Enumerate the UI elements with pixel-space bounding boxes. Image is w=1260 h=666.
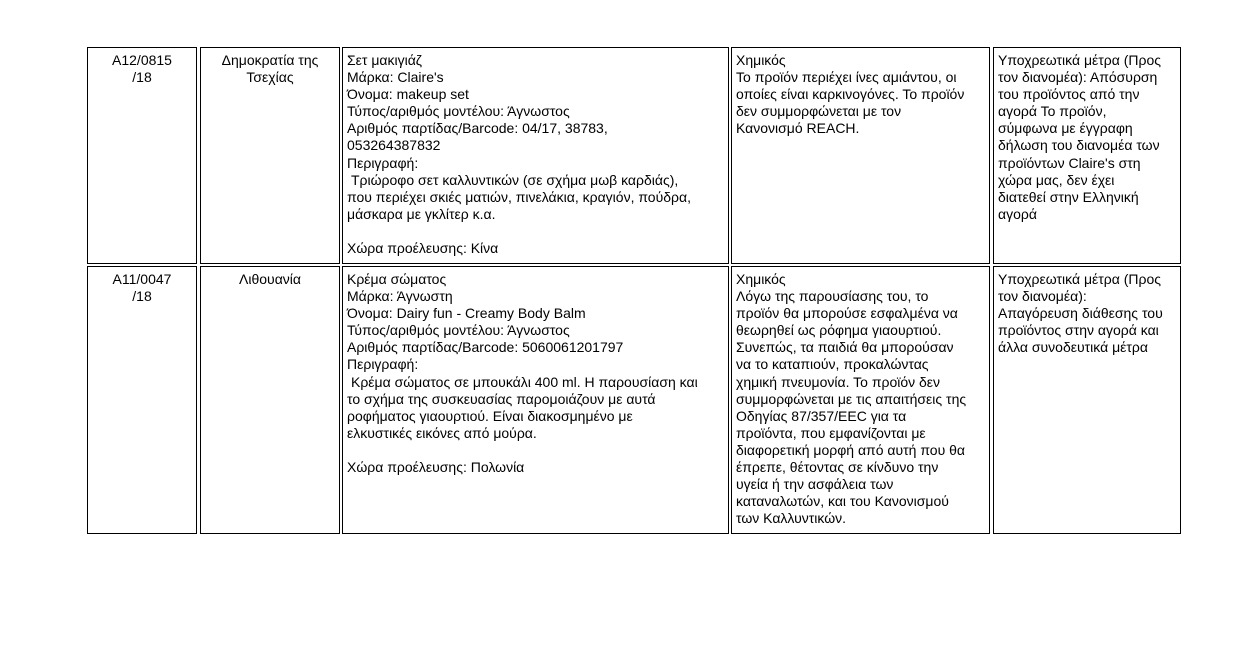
table-row bbox=[0, 47, 1260, 264]
notification-id-cell bbox=[87, 47, 197, 264]
product-category: Κρέμα σώματος bbox=[347, 271, 447, 287]
country-line: Δημοκρατία της bbox=[221, 52, 319, 68]
product-name: Όνομα: makeup set bbox=[347, 86, 469, 103]
measures-line: σύμφωνα με έγγραφη bbox=[998, 120, 1133, 137]
measures-line: Υποχρεωτικά μέτρα (Προς bbox=[998, 271, 1162, 287]
measures-line: προϊόντος στην αγορά και bbox=[998, 322, 1159, 339]
product-origin: Χώρα προέλευσης: Πολωνία bbox=[347, 459, 525, 476]
risk-line: συμμορφώνεται με τις απαιτήσεις της bbox=[736, 390, 967, 407]
measures-line: Απαγόρευση διάθεσης του bbox=[998, 305, 1163, 322]
measures-line: τον διανομέα): bbox=[998, 288, 1087, 305]
risk-line: έπρεπε, θέτοντας σε κίνδυνο την bbox=[736, 459, 939, 476]
product-brand: Μάρκα: Άγνωστη bbox=[347, 288, 453, 305]
country-line: Τσεχίας bbox=[246, 69, 294, 86]
measures-line: του προϊόντος από την bbox=[998, 86, 1140, 103]
measures-line: Υποχρεωτικά μέτρα (Προς bbox=[998, 52, 1162, 68]
risk-line: προϊόντα, που εμφανίζονται με bbox=[736, 424, 926, 441]
product-description-line: μάσκαρα με γκλίτερ κ.α. bbox=[347, 205, 496, 222]
risk-line: διαφορετική μορφή από αυτή που θα bbox=[736, 441, 966, 458]
product-description-label: Περιγραφή: bbox=[347, 154, 419, 171]
product-model: Τύπος/αριθμός μοντέλου: Άγνωστος bbox=[347, 103, 570, 120]
notification-id-line: /18 bbox=[132, 69, 152, 86]
measures-line: άλλα συνοδευτικά μέτρα bbox=[998, 339, 1148, 356]
risk-line: χημική πνευμονία. Το προϊόν δεν bbox=[736, 373, 941, 390]
product-description-line: ροφήματος γιαουρτιού. Είναι διακοσμημένο με bbox=[347, 407, 633, 424]
product-category: Σετ μακιγιάζ bbox=[347, 52, 422, 68]
measures-line: αγορά Το προϊόν, bbox=[998, 103, 1107, 120]
measures-line: προϊόντων Claire's στη bbox=[998, 154, 1141, 171]
risk-line: των Καλλυντικών. bbox=[736, 510, 847, 527]
product-origin: Χώρα προέλευσης: Κίνα bbox=[347, 240, 499, 257]
product-description-label: Περιγραφή: bbox=[347, 356, 419, 373]
product-name: Όνομα: Dairy fun - Creamy Body Balm bbox=[347, 305, 586, 322]
product-cell bbox=[342, 47, 729, 264]
risk-cell bbox=[731, 47, 990, 264]
risk-line: Οδηγίας 87/357/EEC για τα bbox=[736, 407, 907, 424]
risk-type: Χημικός bbox=[736, 271, 786, 287]
measures-cell bbox=[993, 47, 1181, 264]
measures-line: τον διανομέα): Απόσυρση bbox=[998, 69, 1158, 86]
risk-line: προϊόν θα μπορούσε εσφαλμένα να bbox=[736, 305, 958, 322]
product-description-line: το σχήμα της συσκευασίας παρομοιάζουν με αυτά bbox=[347, 390, 656, 407]
risk-line: Συνεπώς, τα παιδιά θα μπορούσαν bbox=[736, 339, 954, 356]
product-barcode: Αριθμός παρτίδας/Barcode: 04/17, 38783, bbox=[347, 120, 608, 137]
blank-line bbox=[347, 442, 724, 459]
country-line: Λιθουανία bbox=[239, 271, 301, 287]
risk-line: Κανονισμό REACH. bbox=[736, 120, 860, 137]
measures-line: διατεθεί στην Ελληνική bbox=[998, 188, 1139, 205]
notification-id-line: A11/0047 bbox=[112, 271, 172, 287]
measures-line: αγορά bbox=[998, 205, 1037, 222]
product-brand: Μάρκα: Claire's bbox=[347, 69, 444, 86]
notification-id-line: A12/0815 bbox=[112, 52, 172, 68]
product-description-line: Τριώροφο σετ καλλυντικών (σε σχήμα μωβ καρδιάς), bbox=[351, 171, 679, 188]
notification-id-cell bbox=[87, 266, 197, 534]
risk-line: Λόγω της παρουσίασης του, το bbox=[736, 288, 929, 305]
risk-line: Το προϊόν περιέχει ίνες αμιάντου, οι bbox=[736, 69, 957, 86]
risk-line: θεωρηθεί ως ρόφημα γιαουρτιού. bbox=[736, 322, 942, 339]
product-model: Τύπος/αριθμός μοντέλου: Άγνωστος bbox=[347, 322, 570, 339]
measures-cell bbox=[993, 266, 1181, 534]
product-barcode: 053264387832 bbox=[347, 137, 441, 154]
country-cell bbox=[200, 47, 340, 264]
product-cell bbox=[342, 266, 729, 534]
product-description-line: ελκυστικές εικόνες από μούρα. bbox=[347, 424, 537, 441]
product-barcode: Αριθμός παρτίδας/Barcode: 5060061201797 bbox=[347, 339, 624, 356]
table-row bbox=[0, 266, 1260, 534]
risk-type: Χημικός bbox=[736, 52, 786, 68]
product-description-line: που περιέχει σκιές ματιών, πινελάκια, κραγιόν, πούδρα, bbox=[347, 188, 691, 205]
product-description-line: Κρέμα σώματος σε μπουκάλι 400 ml. Η παρουσίαση και bbox=[351, 373, 698, 390]
risk-line: οποίες είναι καρκινογόνες. Το προϊόν bbox=[736, 86, 965, 103]
measures-line: δήλωση του διανομέα των bbox=[998, 137, 1160, 154]
notification-id-line: /18 bbox=[132, 288, 152, 305]
risk-line: υγεία ή την ασφάλεια των bbox=[736, 476, 894, 493]
country-cell bbox=[200, 266, 340, 534]
measures-line: χώρα μας, δεν έχει bbox=[998, 171, 1115, 188]
risk-line: καταναλωτών, και του Κανονισμού bbox=[736, 493, 949, 510]
risk-line: να το καταπιούν, προκαλώντας bbox=[736, 356, 929, 373]
risk-cell bbox=[731, 266, 990, 534]
blank-line bbox=[347, 223, 724, 240]
risk-line: δεν συμμορφώνεται με τον bbox=[736, 103, 902, 120]
